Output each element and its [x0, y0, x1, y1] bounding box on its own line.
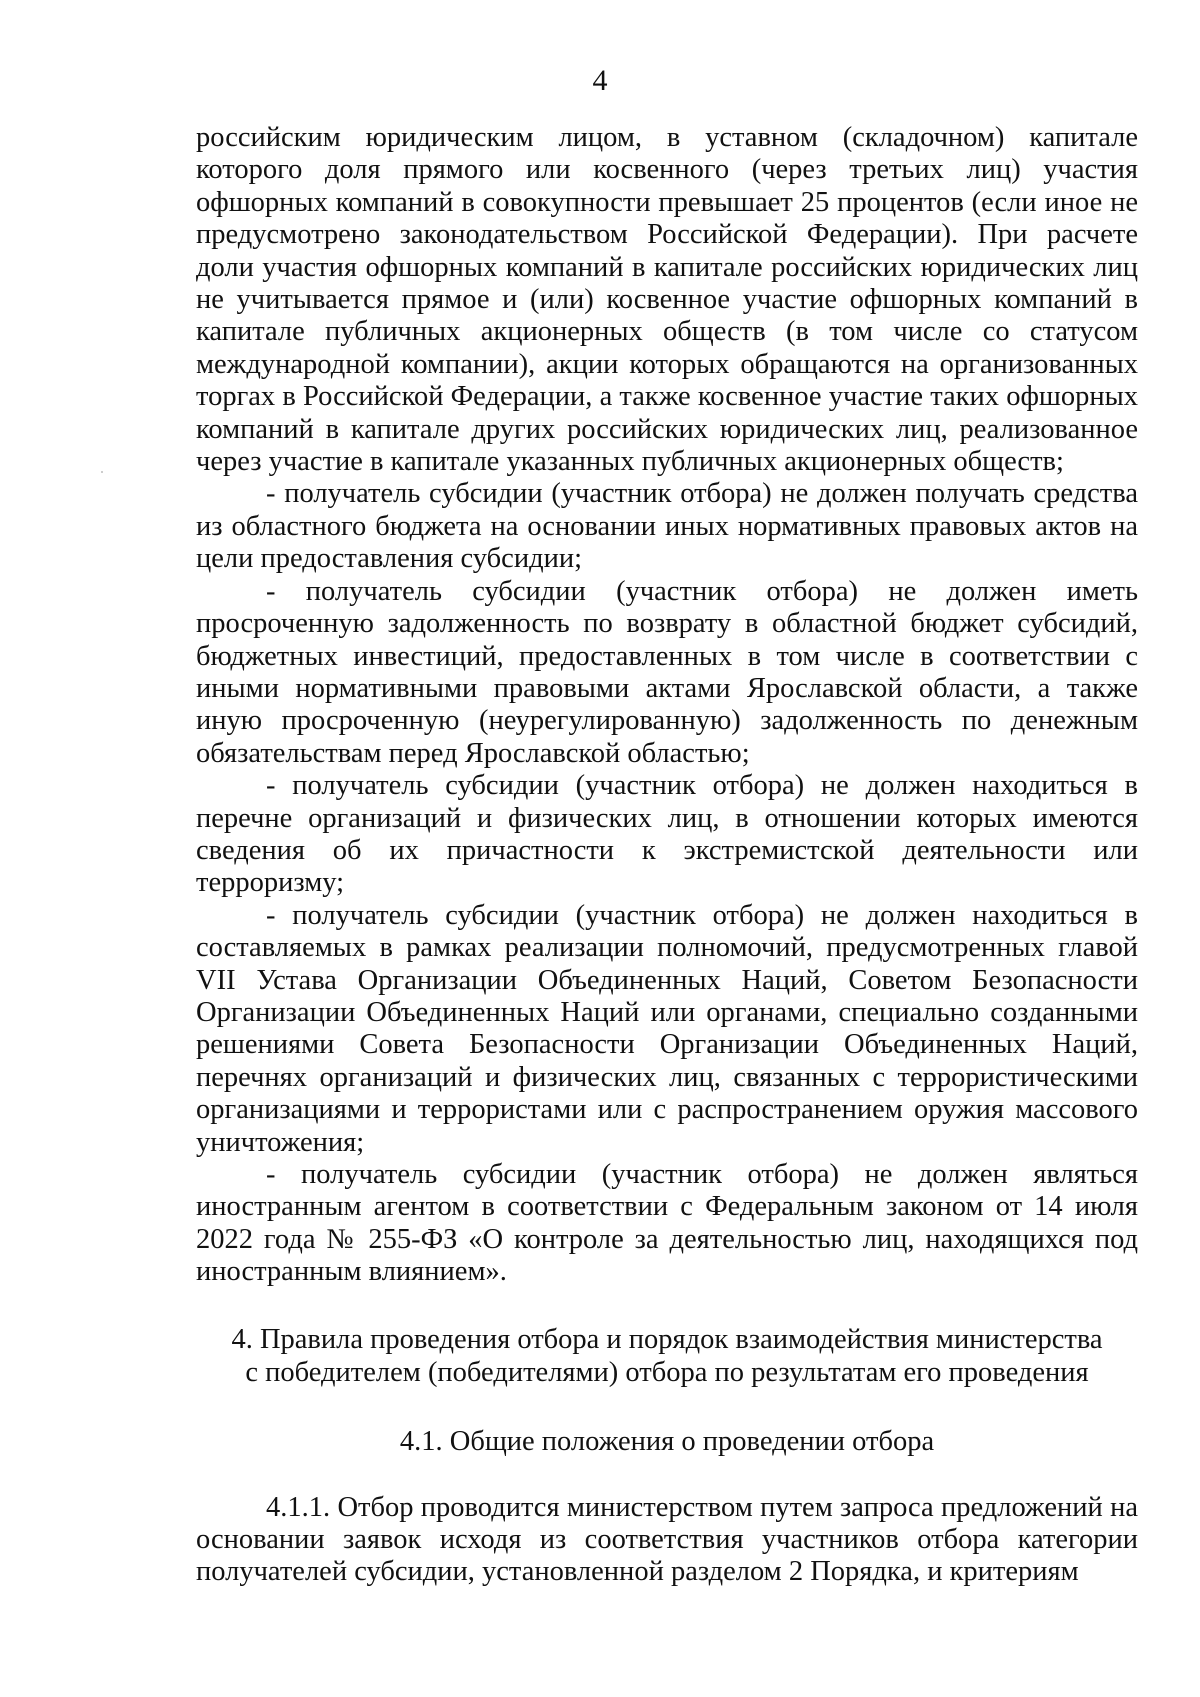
bullet-extremism-list: - получатель субсидии (участник отбора) не должен находиться в перечне организаций и физических лиц, в отношении которых имеются сведения об их причастности к экстремистской деятельности или терроризму;: [196, 770, 1138, 899]
bullet-foreign-agent: - получатель субсидии (участник отбора) не должен являться иностранным агентом в соответствии с Федеральным законом от 14 июля 2022 года № 255-ФЗ «О контроле за деятельностью лиц, находящихся под иностранным влиянием».: [196, 1159, 1138, 1288]
section-heading-line-1: 4. Правила проведения отбора и порядок взаимодействия министерства: [231, 1323, 1103, 1355]
document-body: [196, 122, 1138, 1589]
subsection-heading: 4.1. Общие положения о проведении отбора: [399, 1425, 935, 1457]
spacer: [196, 1289, 1138, 1323]
paragraph-4-1-1: 4.1.1. Отбор проводится министерством путем запроса предложений на основании заявок исходя из соответствия участников отбора категории получателей субсидии, установленной разделом 2 Порядка, и критериям: [196, 1491, 1138, 1588]
bullet-overdue-debt: - получатель субсидии (участник отбора) не должен иметь просроченную задолженность по возврату в областной бюджет субсидий, бюджетных инвестиций, предоставленных в том числе в соответствии с иными нормативными правовыми актами Ярославской области, а также иную просроченную (неурегулированную) задолженность по денежным обязательствам перед Ярославской областью;: [196, 575, 1138, 769]
scan-speck: [101, 471, 103, 473]
bullet-un-sanctions-list: - получатель субсидии (участник отбора) не должен находиться в составляемых в рамках реализации полномочий, предусмотренных главой VII Устава Организации Объединенных Наций, Советом Безопасности Организации Объединенных Наций или органами, специально созданными решениями Совета Безопасности Организации Объединенных Наций, перечнях организаций и физических лиц, связанных с террористическими организациями и террористами или с распространением оружия массового уничтожения;: [196, 899, 1138, 1158]
paragraph-offshore-continuation: российским юридическим лицом, в уставном (складочном) капитале которого доля прямого или косвенного (через третьих лиц) участия офшорных компаний в совокупности превышает 25 процентов (если иное не предусмотрено законодательством Российской Федерации). При расчете доли участия офшорных компаний в капитале российских юридических лиц не учитывается прямое и (или) косвенное участие офшорных компаний в капитале публичных акционерных обществ (в том числе со статусом международной компании), акции которых обращаются на организованных торгах в Российской Федерации, а также косвенное участие таких офшорных компаний в капитале других российских юридических лиц, реализованное через участие в капитале указанных публичных акционерных обществ;: [196, 122, 1138, 478]
spacer: [196, 1389, 1138, 1425]
section-heading-line-2: с победителем (победителями) отбора по результатам его проведения: [245, 1356, 1089, 1388]
page-number: 4: [592, 64, 608, 97]
section-heading: [196, 1323, 1138, 1389]
spacer: [196, 1458, 1138, 1492]
bullet-budget-funds: - получатель субсидии (участник отбора) не должен получать средства из областного бюджета на основании иных нормативных правовых актов на цели предоставления субсидии;: [196, 478, 1138, 575]
